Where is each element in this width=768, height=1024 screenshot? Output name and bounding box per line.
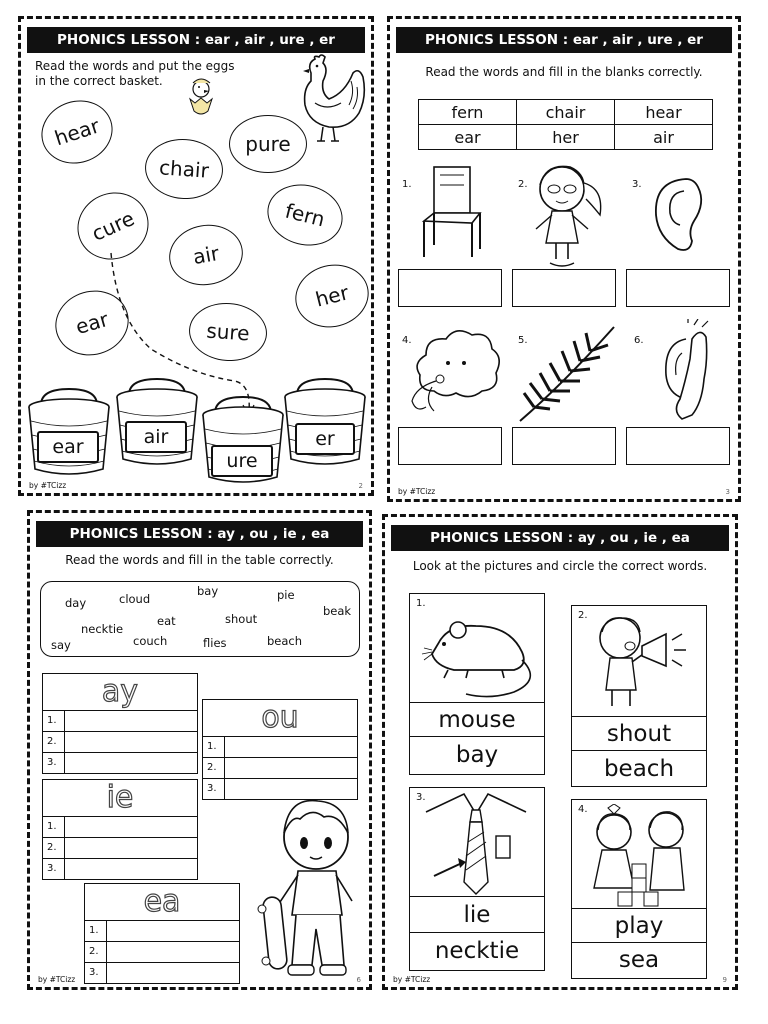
- word-option[interactable]: bay: [410, 736, 544, 773]
- hand-cupping-ear-picture: [652, 319, 720, 423]
- basket-label-ear[interactable]: ear: [37, 431, 99, 463]
- basket-label-er[interactable]: er: [295, 423, 355, 455]
- word-bank-word: cloud: [119, 592, 151, 606]
- table-row[interactable]: [43, 859, 197, 879]
- answer-box-6[interactable]: [626, 427, 730, 465]
- word-bank-word: pie: [277, 588, 295, 602]
- word-option[interactable]: beach: [572, 750, 706, 787]
- instruction-text: Read the words and fill in the blanks correctly.: [425, 65, 703, 79]
- row-number: 1.: [43, 817, 65, 837]
- egg-word: ear: [72, 306, 112, 340]
- answer-box-3[interactable]: [626, 269, 730, 307]
- credit-text: by #TCizz: [398, 487, 436, 496]
- answer-box-5[interactable]: [512, 427, 616, 465]
- table-row[interactable]: [43, 838, 197, 859]
- word-bank-word: bay: [197, 584, 219, 598]
- worksheet-panel-fill-blanks: [387, 16, 741, 502]
- panel-header: PHONICS LESSON : ay , ou , ie , ea: [36, 521, 363, 547]
- picture-number: 4.: [402, 335, 412, 346]
- answer-box-1[interactable]: [398, 269, 502, 307]
- row-number: 1.: [85, 921, 107, 941]
- boy-shouting-megaphone-picture: [586, 612, 696, 712]
- word-option[interactable]: mouse: [410, 702, 544, 737]
- row-number: 3.: [43, 753, 65, 773]
- page-number: 6: [356, 976, 361, 984]
- card-number: 2.: [578, 610, 588, 621]
- table-row[interactable]: [85, 963, 239, 983]
- word-option[interactable]: sea: [572, 942, 706, 977]
- panel-header: PHONICS LESSON : ear , air , ure , er: [27, 27, 365, 53]
- worksheet-panel-circle-words: [382, 514, 738, 990]
- sort-table-ea: [84, 883, 240, 984]
- word-bank-word: beak: [323, 604, 352, 618]
- table-row[interactable]: [85, 942, 239, 963]
- table-row[interactable]: [43, 753, 197, 773]
- panel-header: PHONICS LESSON : ay , ou , ie , ea: [391, 525, 729, 551]
- necktie-picture: [424, 792, 534, 896]
- word-bank-word: eat: [157, 614, 176, 628]
- picture-number: 1.: [402, 179, 412, 190]
- table-row[interactable]: [203, 737, 357, 758]
- instruction-text: Read the words and fill in the table correctly.: [65, 553, 334, 567]
- children-playing-blocks-picture: [584, 804, 696, 908]
- table-row[interactable]: [85, 921, 239, 942]
- answer-box-4[interactable]: [398, 427, 502, 465]
- table-row[interactable]: [203, 758, 357, 779]
- word-bank-cell: hear: [615, 100, 713, 125]
- girl-picture: [522, 159, 612, 269]
- picture-number: 5.: [518, 335, 528, 346]
- picture-card-1: [409, 593, 545, 775]
- egg-word: her: [312, 280, 352, 312]
- word-bank-cell: fern: [419, 100, 517, 125]
- word-bank-table: [418, 99, 713, 150]
- instruction-line-1: Read the words and put the eggs: [35, 59, 235, 73]
- page-number: 9: [722, 976, 727, 984]
- credit-text: by #TCizz: [38, 975, 76, 984]
- credit-text: by #TCizz: [29, 481, 67, 490]
- chair-picture: [418, 165, 488, 261]
- basket-label-air[interactable]: air: [125, 421, 187, 453]
- word-option[interactable]: necktie: [410, 932, 544, 969]
- sort-table-title: ay: [43, 674, 197, 711]
- egg-word: fern: [282, 198, 328, 232]
- worksheet-panel-eggs-baskets: [18, 16, 374, 496]
- word-bank-box: [40, 581, 360, 657]
- row-number: 2.: [43, 732, 65, 752]
- card-number: 1.: [416, 598, 426, 609]
- egg-word: pure: [245, 132, 291, 156]
- credit-text: by #TCizz: [393, 975, 431, 984]
- row-number: 1.: [43, 711, 65, 731]
- word-bank-word: couch: [133, 634, 168, 648]
- sort-table-ie: [42, 779, 198, 880]
- word-bank-word: say: [51, 638, 71, 652]
- sort-table-title: ie: [43, 780, 197, 817]
- row-number: 2.: [203, 758, 225, 778]
- row-number: 3.: [43, 859, 65, 879]
- word-bank-word: flies: [203, 636, 227, 650]
- egg-word: cure: [88, 206, 138, 246]
- word-option[interactable]: play: [572, 908, 706, 943]
- table-row[interactable]: [43, 711, 197, 732]
- word-bank-word: beach: [267, 634, 303, 648]
- answer-box-2[interactable]: [512, 269, 616, 307]
- picture-number: 6.: [634, 335, 644, 346]
- boy-with-skateboard-picture: [252, 789, 364, 979]
- word-bank-row: [419, 100, 713, 125]
- row-number: 3.: [203, 779, 225, 799]
- word-bank-cell: ear: [419, 125, 517, 150]
- egg-word: chair: [158, 155, 210, 183]
- instruction-line-2: in the correct basket.: [35, 74, 163, 88]
- page-number: 2: [358, 482, 363, 490]
- egg-word: sure: [205, 318, 251, 346]
- picture-card-4: [571, 799, 707, 979]
- word-bank-cell: chair: [517, 100, 615, 125]
- sort-table-title: ea: [85, 884, 239, 921]
- egg-word: air: [191, 240, 221, 270]
- sort-table-title: ou: [203, 700, 357, 737]
- egg-word: hear: [51, 113, 103, 151]
- word-option[interactable]: shout: [572, 716, 706, 751]
- word-bank-word: necktie: [81, 622, 124, 636]
- word-bank-word: shout: [225, 612, 258, 626]
- word-bank-word: day: [65, 596, 87, 610]
- picture-number: 3.: [632, 179, 642, 190]
- ear-picture: [648, 175, 708, 255]
- word-bank-row: [419, 125, 713, 150]
- panel-header: PHONICS LESSON : ear , air , ure , er: [396, 27, 732, 53]
- sort-table-ou: [202, 699, 358, 800]
- word-bank-cell: her: [517, 125, 615, 150]
- word-option[interactable]: lie: [410, 896, 544, 933]
- mouse-picture: [418, 604, 542, 704]
- picture-card-2: [571, 605, 707, 787]
- cloud-blowing-air-picture: [404, 321, 504, 419]
- word-bank-cell: air: [615, 125, 713, 150]
- row-number: 2.: [43, 838, 65, 858]
- card-number: 4.: [578, 804, 588, 815]
- row-number: 2.: [85, 942, 107, 962]
- table-row[interactable]: [43, 817, 197, 838]
- page-number: 3: [725, 488, 730, 496]
- row-number: 1.: [203, 737, 225, 757]
- basket-label-ure[interactable]: ure: [211, 445, 273, 477]
- worksheet-panel-fill-table: [27, 510, 372, 990]
- card-number: 3.: [416, 792, 426, 803]
- picture-card-3: [409, 787, 545, 971]
- sort-table-ay: [42, 673, 198, 774]
- instruction-text: Look at the pictures and circle the correct words.: [412, 559, 708, 573]
- row-number: 3.: [85, 963, 107, 983]
- picture-number: 2.: [518, 179, 528, 190]
- table-row[interactable]: [43, 732, 197, 753]
- fern-picture: [514, 323, 618, 423]
